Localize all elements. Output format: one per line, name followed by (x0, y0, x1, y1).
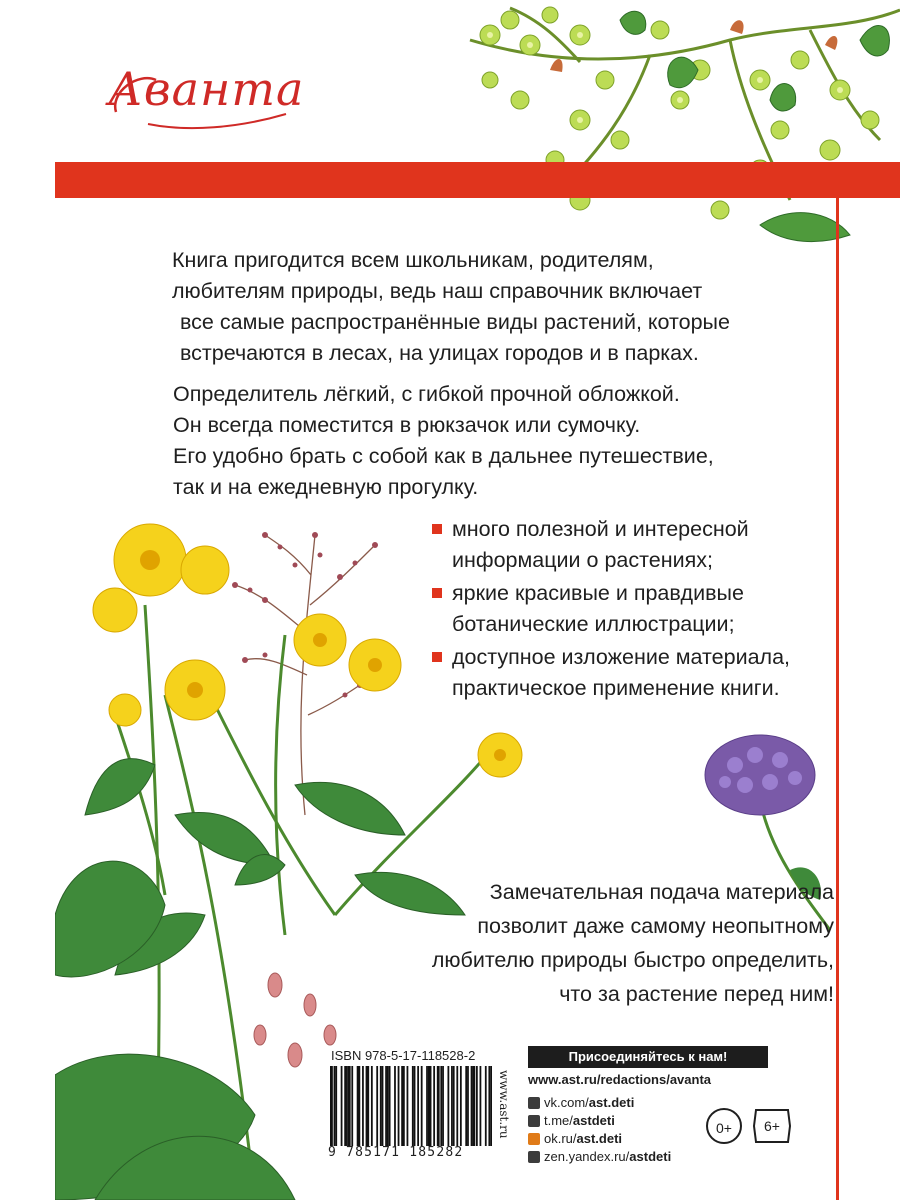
barcode-bar (421, 1066, 423, 1146)
barcode-bar (414, 1066, 416, 1146)
maple-branch-illustration (430, 0, 900, 250)
social-link-vk[interactable] (528, 1094, 671, 1112)
barcode-bar (385, 1066, 387, 1146)
vk-icon (528, 1097, 540, 1109)
text-line: любителям природы, ведь наш справочник включает (172, 279, 703, 303)
join-us-banner: Присоединяйтесь к нам! (528, 1046, 768, 1068)
barcode-bar (467, 1066, 469, 1146)
social-link-zen[interactable] (528, 1148, 671, 1166)
barcode-bar (348, 1066, 351, 1146)
barcode-bar (346, 1066, 348, 1146)
barcode-bar (453, 1066, 455, 1146)
barcode-bar (371, 1066, 373, 1146)
barcode-bar (488, 1066, 490, 1146)
barcode-bar (344, 1066, 346, 1146)
barcode-bar (367, 1066, 369, 1146)
social-link-handle: astdeti (572, 1113, 615, 1128)
social-link-prefix: ok.ru/ (544, 1131, 577, 1146)
barcode-bar (403, 1066, 405, 1146)
list-item-line: яркие красивые и правдивые (452, 581, 744, 605)
barcode-bar (382, 1066, 384, 1146)
text-line: Замечательная подача материала (489, 880, 834, 904)
barcode-bar (465, 1066, 467, 1146)
barcode-bar (442, 1066, 444, 1146)
barcode-bar (485, 1066, 487, 1146)
social-links (528, 1094, 671, 1166)
barcode-bar (456, 1066, 458, 1146)
zen-icon (528, 1151, 540, 1163)
text-line: Его удобно брать с собой как в дальнее путешествие, (173, 444, 714, 468)
barcode-bar (433, 1066, 435, 1146)
barcode-bar (480, 1066, 482, 1146)
barcode-bar (387, 1066, 389, 1146)
list-item-line: информации о растениях; (452, 548, 713, 572)
text-line: позволит даже самому неопытному (477, 914, 834, 938)
description-paragraph-3 (432, 875, 834, 1011)
barcode-bar (412, 1066, 414, 1146)
barcode-bar (330, 1066, 333, 1146)
list-item-line: много полезной и интересной (452, 517, 749, 541)
barcode-bar (451, 1066, 453, 1146)
age-rating-6-text: 6+ (764, 1118, 780, 1134)
barcode-bar (334, 1066, 336, 1146)
social-link-prefix: vk.com/ (544, 1095, 589, 1110)
list-item-line: ботанические иллюстрации; (452, 612, 735, 636)
barcode-bar (362, 1066, 364, 1146)
description-paragraph-1 (172, 245, 730, 369)
logo-text: Аванта (108, 62, 305, 116)
social-link-telegram[interactable] (528, 1112, 671, 1130)
barcode-bar (376, 1066, 378, 1146)
red-band (55, 162, 900, 198)
barcode-bar (394, 1066, 396, 1146)
publisher-website-link[interactable]: www.ast.ru/redactions/avanta (528, 1072, 712, 1087)
red-vertical-line (836, 162, 839, 1200)
text-line: Книга пригодится всем школьникам, родителям, (172, 248, 654, 272)
barcode-bar (358, 1066, 360, 1146)
list-item-line: доступное изложение материала, (452, 645, 791, 669)
barcode-bar (407, 1066, 409, 1146)
barcode-bar (351, 1066, 353, 1146)
description-paragraph-2 (173, 379, 714, 503)
barcode-digits: 9 785171 185282 (328, 1145, 464, 1160)
age-rating-6-badge (752, 1108, 792, 1144)
publisher-site-text: www.ast.ru (497, 1070, 511, 1139)
barcode-bar (417, 1066, 419, 1146)
barcode (330, 1066, 492, 1146)
barcode-bar (389, 1066, 391, 1146)
social-link-handle: ast.deti (588, 1095, 635, 1110)
barcode-bar (341, 1066, 343, 1146)
barcode-bar (430, 1066, 432, 1146)
barcode-bar (471, 1066, 473, 1146)
barcode-bar (472, 1066, 475, 1146)
social-link-handle: ast.deti (576, 1131, 623, 1146)
barcode-bar (437, 1066, 440, 1146)
text-line: что за растение перед ним! (559, 982, 834, 1006)
telegram-icon (528, 1115, 540, 1127)
barcode-bar (398, 1066, 400, 1146)
barcode-bar (440, 1066, 442, 1146)
odnoklassniki-icon (528, 1133, 540, 1145)
text-line: все самые распространённые виды растений, которые (180, 310, 730, 334)
social-link-odnoklassniki[interactable] (528, 1130, 671, 1148)
barcode-bar (447, 1066, 449, 1146)
social-link-handle: astdeti (629, 1149, 672, 1164)
age-rating-0-badge: 0+ (706, 1108, 742, 1144)
text-line: так и на ежедневную прогулку. (173, 475, 479, 499)
publisher-site-vertical (491, 1070, 519, 1150)
text-line: любителю природы быстро определить, (431, 948, 834, 972)
text-line: Определитель лёгкий, с гибкой прочной обложкой. (173, 382, 680, 406)
barcode-bar (460, 1066, 462, 1146)
barcode-bar (476, 1066, 478, 1146)
social-link-prefix: zen.yandex.ru/ (544, 1149, 630, 1164)
isbn-number: ISBN 978-5-17-118528-2 (331, 1048, 476, 1063)
barcode-bar (335, 1066, 337, 1146)
list-item-line: практическое применение книги. (452, 676, 780, 700)
barcode-bar (426, 1066, 428, 1146)
barcode-bar (380, 1066, 382, 1146)
text-line: встречаются в лесах, на улицах городов и в парках. (180, 341, 699, 365)
social-link-prefix: t.me/ (544, 1113, 573, 1128)
text-line: Он всегда поместится в рюкзачок или сумочку. (173, 413, 641, 437)
publisher-logo (108, 62, 305, 142)
